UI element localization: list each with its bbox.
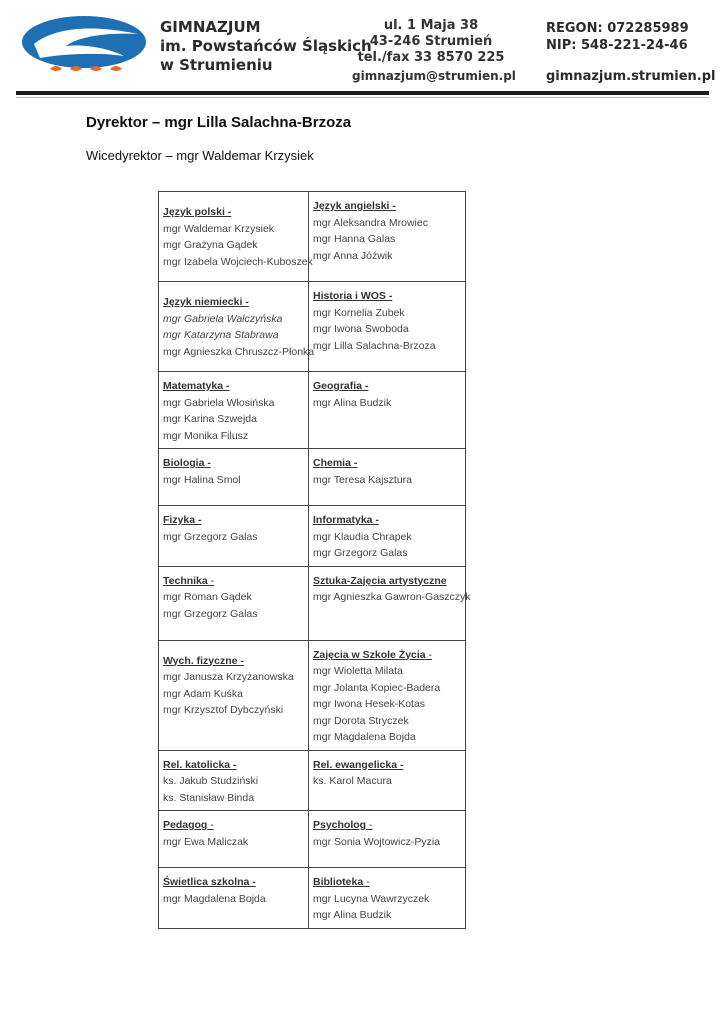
- subject-name: [313, 817, 461, 834]
- subject-title: Rel. ewangelicka -: [313, 758, 404, 771]
- address-city: 43-246 Strumień: [369, 34, 493, 49]
- subject-title: Geografia -: [313, 380, 369, 392]
- subject-title: Informatyka -: [313, 514, 379, 526]
- teacher-name: mgr Iwona Swoboda: [313, 323, 409, 335]
- letterhead: [0, 0, 725, 100]
- subject-cell-right: [309, 640, 466, 750]
- table-row: [159, 640, 466, 750]
- teacher-name: mgr Ewa Maliczak: [163, 835, 249, 848]
- regon-number: REGON: 072285989: [546, 21, 689, 36]
- subject-cell-right: [309, 566, 471, 640]
- subject-cell-right: [309, 282, 466, 372]
- teacher-name: mgr Janusza Krzyżanowska: [163, 671, 294, 683]
- subject-cell-left: [159, 811, 309, 868]
- table-row: [159, 282, 466, 372]
- subject-title: Rel. katolicka -: [163, 758, 237, 771]
- address-phone: tel./fax 33 8570 225: [357, 50, 505, 65]
- subject-title: Zajęcia w Szkole Życia: [313, 648, 426, 661]
- subject-title: Wych. fizyczne -: [163, 654, 244, 667]
- subject-cell-left: [159, 372, 309, 449]
- subject-title: Chemia -: [313, 457, 358, 469]
- subject-dash: -: [366, 819, 373, 831]
- teacher-name: mgr Karina Szwejda: [163, 413, 257, 425]
- table-row: [159, 868, 466, 929]
- teacher-name: mgr Gabriela Włosińska: [163, 396, 275, 409]
- table-row: [159, 449, 466, 506]
- subject-cell-right: [309, 372, 466, 449]
- subject-dash: -: [363, 876, 370, 888]
- teacher-name: mgr Roman Gądek: [163, 591, 252, 603]
- subject-title: Pedagog: [163, 819, 208, 831]
- table-row: [159, 506, 466, 567]
- subject-name: [313, 512, 461, 529]
- subject-title: Fizyka -: [163, 514, 202, 526]
- teacher-name: mgr Agnieszka Gawron-Gaszczyk: [313, 591, 471, 603]
- subject-name: [163, 455, 304, 472]
- teacher-name: mgr Wioletta Milata: [313, 665, 403, 677]
- school-name-line-1: GIMNAZJUM: [160, 18, 261, 36]
- subject-name: [163, 378, 304, 395]
- teacher-name: mgr Klaudia Chrapek: [313, 530, 412, 543]
- school-logo-icon: [20, 14, 154, 80]
- subject-name: [313, 874, 461, 891]
- subject-cell-right: [309, 192, 466, 282]
- school-name: [160, 18, 372, 75]
- teacher-name: mgr Grzegorz Galas: [313, 547, 408, 559]
- header-divider: [16, 91, 709, 95]
- teacher-name: ks. Jakub Studziński: [163, 775, 259, 787]
- subject-name: [313, 573, 461, 590]
- subject-dash: -: [207, 819, 214, 831]
- school-address: [352, 18, 510, 66]
- vice-director-line: Wicedyrektor – mgr Waldemar Krzysiek: [86, 148, 314, 163]
- subject-name: [163, 874, 304, 891]
- subject-name: [313, 378, 461, 395]
- subject-cell-left: [159, 282, 315, 372]
- subject-cell-left: [159, 750, 309, 811]
- teacher-name: mgr Krzysztof Dybczyński: [163, 704, 284, 716]
- subject-dash: -: [207, 574, 215, 587]
- subject-cell-right: [309, 811, 466, 868]
- teacher-name: mgr Gabriela Walczyńska: [163, 312, 283, 325]
- subject-name: [313, 198, 461, 215]
- teacher-name: mgr Iwona Hesek-Kotas: [313, 698, 426, 710]
- subject-cell-right: [309, 868, 466, 929]
- teacher-name: mgr Alina Budzik: [313, 909, 392, 921]
- school-name-line-3: w Strumieniu: [160, 56, 273, 74]
- registration-numbers: [546, 20, 689, 54]
- subject-title: Język polski -: [163, 206, 232, 218]
- teacher-name: mgr Teresa Kajsztura: [313, 473, 413, 486]
- teacher-name: mgr Monika Filusz: [163, 429, 249, 442]
- nip-number: NIP: 548-221-24-46: [546, 38, 688, 53]
- teacher-name: mgr Magdalena Bojda: [163, 892, 266, 905]
- teacher-name: mgr Adam Kuśka: [163, 687, 243, 700]
- teacher-name: mgr Grzegorz Galas: [163, 607, 258, 620]
- subject-name: [163, 757, 304, 774]
- teacher-name: mgr Dorota Stryczek: [313, 714, 409, 727]
- teacher-name: mgr Hanna Galas: [313, 233, 396, 245]
- subject-cell-left: [159, 506, 309, 567]
- subject-title: Biblioteka: [313, 876, 364, 888]
- teacher-name: mgr Agnieszka Chruszcz-Płonka: [163, 345, 315, 358]
- table-row: [159, 811, 466, 868]
- teacher-name: mgr Izabela Wojciech-Kuboszek: [163, 255, 313, 268]
- teacher-name: mgr Lilla Salachna-Brzoza: [313, 339, 436, 352]
- teacher-name: mgr Lucyna Wawrzyczek: [313, 892, 430, 905]
- subject-title: Psycholog: [313, 819, 367, 831]
- staff-table-body: [159, 192, 471, 929]
- table-row: [159, 750, 466, 811]
- subject-title: Technika: [163, 574, 208, 587]
- table-row: [159, 566, 466, 640]
- subject-name: [163, 573, 304, 590]
- teacher-name: ks. Stanisław Binda: [163, 791, 255, 804]
- subject-name: [313, 757, 461, 774]
- subject-cell-right: [309, 449, 466, 506]
- subject-title: Historia i WOS -: [313, 290, 393, 302]
- teacher-name: mgr Waldemar Krzysiek: [163, 222, 275, 235]
- subject-cell-left: [159, 449, 309, 506]
- address-street: ul. 1 Maja 38: [383, 18, 479, 33]
- teacher-name: mgr Sonia Wojtowicz-Pyzia: [313, 835, 441, 848]
- subject-name: [163, 653, 304, 670]
- teacher-name: mgr Halina Smol: [163, 473, 241, 486]
- staff-table: [158, 191, 471, 929]
- teacher-name: mgr Jolanta Kopiec-Badera: [313, 681, 441, 694]
- table-row: [159, 192, 466, 282]
- teacher-name: mgr Katarzyna Stabrawa: [163, 329, 279, 341]
- subject-cell-left: [159, 868, 309, 929]
- teacher-name: mgr Magdalena Bojda: [313, 731, 416, 743]
- subject-name: [163, 512, 304, 529]
- subject-name: [163, 294, 304, 311]
- subject-dash: -: [425, 648, 433, 661]
- subject-cell-left: [159, 192, 313, 282]
- subject-name: [313, 288, 461, 305]
- subject-title: Biologia -: [163, 457, 211, 469]
- teacher-name: mgr Anna Jóźwik: [313, 249, 393, 262]
- subject-name: [163, 204, 304, 221]
- school-website: gimnazjum.strumien.pl: [546, 69, 716, 84]
- subject-cell-right: [309, 506, 466, 567]
- teacher-name: ks. Karol Macura: [313, 775, 392, 787]
- subject-cell-left: [159, 566, 309, 640]
- subject-name: [163, 817, 304, 834]
- header-divider-thin: [16, 97, 709, 98]
- subject-cell-left: [159, 640, 309, 750]
- school-email: gimnazjum@strumien.pl: [352, 69, 516, 83]
- table-row: [159, 372, 466, 449]
- teacher-name: mgr Grażyna Gądek: [163, 239, 258, 251]
- subject-title: Matematyka -: [163, 380, 230, 392]
- subject-title: Sztuka-Zajęcia artystyczne: [313, 574, 447, 587]
- director-heading: Dyrektor – mgr Lilla Salachna-Brzoza: [86, 114, 352, 131]
- subject-title: Język angielski -: [313, 200, 396, 212]
- teacher-name: mgr Grzegorz Galas: [163, 530, 258, 543]
- subject-name: [313, 647, 461, 664]
- subject-name: [313, 455, 461, 472]
- teacher-name: mgr Alina Budzik: [313, 396, 392, 409]
- teacher-name: mgr Aleksandra Mrowiec: [313, 216, 428, 229]
- subject-cell-right: [309, 750, 466, 811]
- teacher-name: mgr Kornelia Zubek: [313, 306, 405, 319]
- subject-title: Język niemiecki -: [163, 296, 249, 308]
- subject-title: Świetlica szkolna -: [163, 876, 256, 888]
- school-name-line-2: im. Powstańców Śląskich: [160, 37, 372, 55]
